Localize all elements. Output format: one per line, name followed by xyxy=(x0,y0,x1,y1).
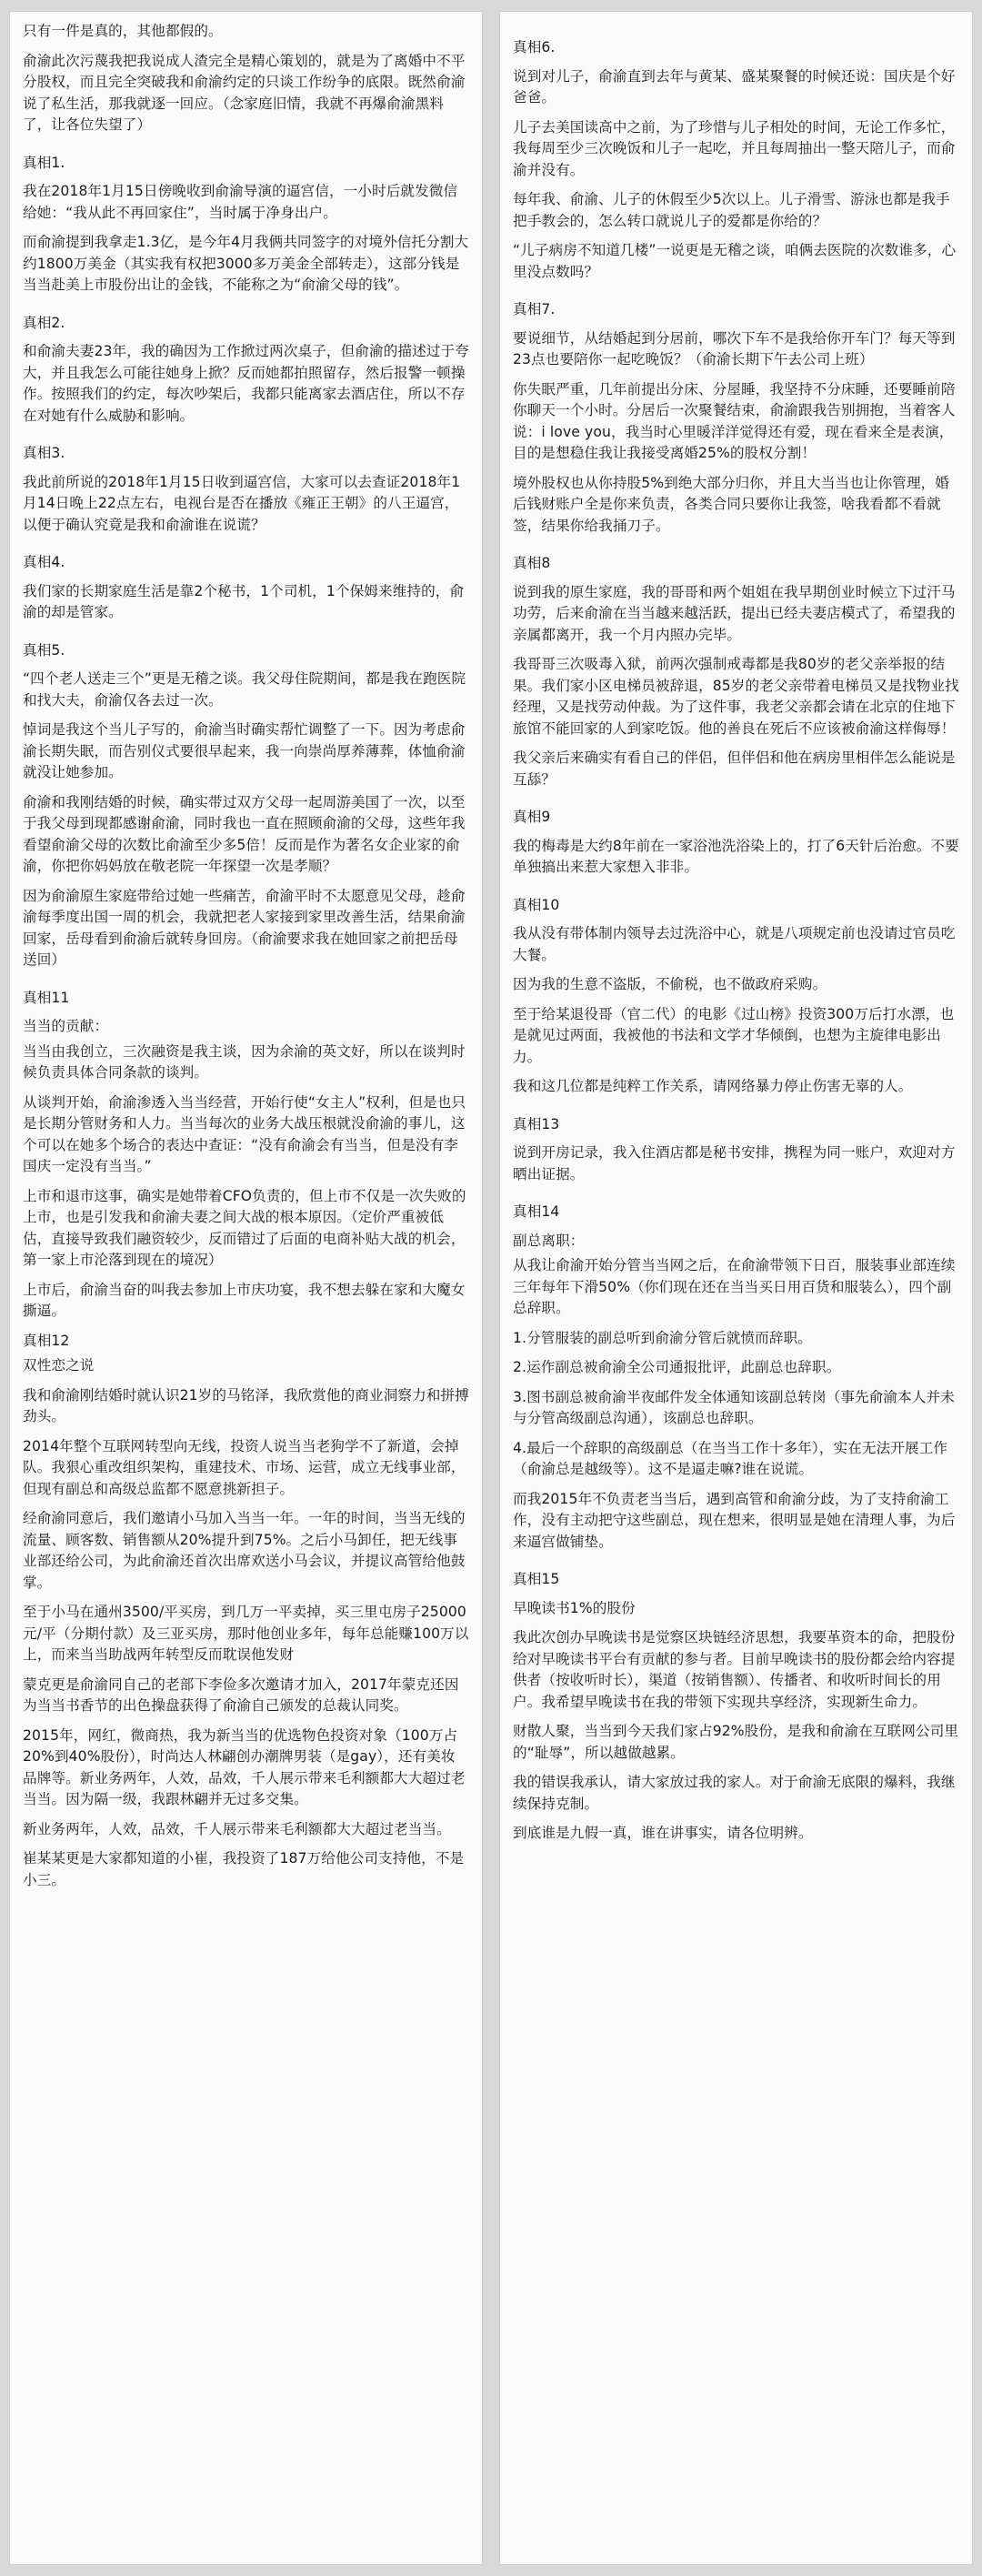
paragraph: 而俞渝提到我拿走1.3亿，是今年4月我俩共同签字的对境外信托分割大约1800万美金（其实我有权把3000多万美金全部转走），这部分钱是当当赴美上市股份出让的金钱，不能称之为“俞渝父母的钱”。 xyxy=(23,234,469,293)
section-heading: 真相7. xyxy=(513,301,556,317)
paragraph: 我父亲后来确实有看自己的伴侣，但伴侣和他在病房里相伴怎么能说是互舔？ xyxy=(513,750,956,788)
paragraph: 和俞渝夫妻23年，我的确因为工作掀过两次桌子，但俞渝的描述过于夸大，并且我怎么可能往她身上掀？反而她都拍照留存，然后报警一顿操作。按照我们的约定，每次吵架后，我都只能离家去酒店住，所以不存在对她有什么威胁和影响。 xyxy=(23,343,469,424)
right-column xyxy=(499,11,973,2565)
paragraph: 4.最后一个辞职的高级副总（在当当工作十多年），实在无法开展工作（俞渝总是越级等）。这不是逼走嘛?谁在说谎。 xyxy=(513,1439,948,1477)
section-heading: 真相15 xyxy=(513,1571,560,1587)
paragraph: 我此次创办早晚读书是觉察区块链经济思想，我要革资本的命，把股份给对早晚读书平台有贡献的参与者。目前早晚读书的股份都会给内容提供者（按收听时长），渠道（按销售额）、传播者、和收听时间长的用户。我希望早晚读书在我的带领下实现共享经济，实现新生命力。 xyxy=(513,1629,956,1710)
section-heading: 真相11 xyxy=(23,989,70,1006)
section-heading: 真相5. xyxy=(23,641,65,659)
paragraph: 我在2018年1月15日傍晚收到俞渝导演的逼宫信，一小时后就发微信给她：“我从此不再回家住”，当时属于净身出户。 xyxy=(23,183,458,221)
paragraph: 悼词是我这个当儿子写的，俞渝当时确实帮忙调整了一下。因为考虑俞渝长期失眠，而告别仪式要很早起来，我一向崇尚厚养薄葬，体恤俞渝就没让她参加。 xyxy=(23,721,466,780)
paragraph: 双性恋之说 xyxy=(23,1357,95,1374)
paragraph: 我哥哥三次吸毒入狱，前两次强制戒毒都是我80岁的老父亲举报的结果。我们家小区电梯员被辞退，85岁的老父亲带着电梯员又是找物业找经理，又是找劳动仲裁。为了这件事，我老父亲都会请在北京的住地下旅馆不能回家的人到家吃饭。他的善良在死后不应该被俞渝这样侮辱！ xyxy=(513,656,959,737)
section-heading: 真相14 xyxy=(513,1203,560,1220)
paragraph: 当当由我创立，三次融资是我主谈，因为余渝的英文好，所以在谈判时候负责具体合同条款的谈判。 xyxy=(23,1042,466,1081)
paragraph: 境外股权也从你持股5%到绝大部分归你，并且大当当也让你管理，婚后钱财账户全是你来负责，各类合同只要你让我签，啥我看都不看就签，结果你给我捅刀子。 xyxy=(513,474,950,534)
paragraph: 1.分管服装的副总听到俞渝分管后就愤而辞职。 xyxy=(513,1329,812,1346)
left-column xyxy=(9,11,483,2565)
paragraph: 经俞渝同意后，我们邀请小马加入当当一年。一年的时间，当当无线的流量、顾客数、销售额从20%提升到75%。之后小马卸任，把无线事业部还给公司，为此俞渝还首次出席欢送小马会议，并提议高管给他鼓掌。 xyxy=(23,1510,466,1591)
paragraph: 从谈判开始，俞渝渗透入当当经营，开始行使“女主人”权利，但是也只是长期分管财务和人力。当当每次的业务大战压根就没俞渝的事儿，这个可以在她多个场合的表达中查证：“没有俞渝会有当当，但是没有李国庆一定没有当当。” xyxy=(23,1093,466,1174)
paragraph: 我此前所说的2018年1月15日收到逼宫信，大家可以去查证2018年1月14日晚上22点左右，电视台是否在播放《雍正王朝》的八王逼宫，以便于确认究竟是我和俞渝谁在说谎？ xyxy=(23,473,461,533)
paragraph: 从我让俞渝开始分管当当网之后，在俞渝带领下日百，服装事业部连续三年每年下滑50%（你们现在还在当当买日用百货和服装么），四个副总辞职。 xyxy=(513,1257,956,1316)
paragraph: 崔某某更是大家都知道的小崔，我投资了187万给他公司支持他，不是小三。 xyxy=(23,1850,465,1888)
paragraph: 到底谁是九假一真，谁在讲事实，请各位明辨。 xyxy=(513,1825,813,1841)
paragraph: 2014年整个互联网转型向无线，投资人说当当老狗学不了新道，会掉队。我狠心重改组织架构，重建技术、市场、运营，成立无线事业部，但现有副总和高级总监都不愿意挑新担子。 xyxy=(23,1437,466,1497)
section-heading: 真相3. xyxy=(23,445,65,461)
paragraph: 2.运作副总被俞渝全公司通报批评，此副总也辞职。 xyxy=(513,1359,841,1375)
paragraph: 每年我、俞渝、儿子的休假至少5次以上。儿子滑雪、游泳也都是我手把手教会的，怎么转口就说儿子的爱都是你给的？ xyxy=(513,191,950,229)
paragraph: 财散人聚，当当到今天我们家占92%股份，是我和俞渝在互联网公司里的“耻辱”，所以越做越累。 xyxy=(513,1723,959,1761)
paragraph: 我的梅毒是大约8年前在一家浴池洗浴染上的，打了6天针后治愈。不要单独搞出来惹大家想入非非。 xyxy=(513,837,959,875)
section-heading: 真相9 xyxy=(513,809,551,825)
section-heading: 真相13 xyxy=(513,1115,560,1132)
paragraph: 我从没有带体制内领导去过洗浴中心，就是八项规定前也没请过官员吃大餐。 xyxy=(513,925,956,963)
paragraph: 副总离职： xyxy=(513,1232,585,1249)
paragraph: 说到开房记录，我入住酒店都是秘书安排，携程为同一账户，欢迎对方晒出证据。 xyxy=(513,1144,956,1182)
paragraph: 当当的贡献： xyxy=(23,1018,109,1034)
paragraph: 只有一件是真的，其他都假的。 xyxy=(23,23,223,39)
paragraph: 要说细节，从结婚起到分居前，哪次下车不是我给你开车门？每天等到23点也要陪你一起吃晚饭？（俞渝长期下午去公司上班） xyxy=(513,329,956,367)
paragraph: 我和俞渝刚结婚时就认识21岁的马铭泽，我欣赏他的商业洞察力和拼搏劲头。 xyxy=(23,1386,469,1424)
paragraph: 上市和退市这事，确实是她带着CFO负责的，但上市不仅是一次失败的上市，也是引发我和俞渝夫妻之间大战的根本原因。（定价严重被低估，直接导致我们融资较少，反而错过了后面的电商补贴大战的机会，第一家上市沦落到现在的境况） xyxy=(23,1187,466,1268)
paragraph: 你失眠严重，几年前提出分床、分屋睡，我坚持不分床睡，还要睡前陪你聊天一个小时。分居后一次聚餐结束，俞渝跟我告别拥抱，当着客人说：i love you，我当时心里暖洋洋觉得还有爱，现在看来全是表演，目的是想稳住我让我接受离婚25%的股权分割！ xyxy=(513,380,956,461)
section-heading: 真相1. xyxy=(23,154,65,171)
paragraph: 至于小马在通州3500/平买房，到几万一平卖掉，买三里屯房子25000元/平（分期付款）及三亚买房，那时他创业多年，每年总能赚100万以上，而来当当助战两年转型反而耽误他发财 xyxy=(23,1604,469,1663)
paragraph: 我的错误我承认，请大家放过我的家人。对于俞渝无底限的爆料，我继续保持克制。 xyxy=(513,1774,956,1812)
paragraph: 因为俞渝原生家庭带给过她一些痛苦，俞渝平时不太愿意见父母，趁俞渝每季度出国一周的机会，我就把老人家接到家里改善生活，结果俞渝回家，岳母看到俞渝后就转身回房。（俞渝要求我在她回家之前把岳母送回） xyxy=(23,887,466,968)
paragraph: 3.图书副总被俞渝半夜邮件发全体通知该副总转岗（事先俞渝本人并未与分管高级副总沟通），该副总也辞职。 xyxy=(513,1388,955,1426)
paragraph: “儿子病房不知道几楼”一说更是无稽之谈，咱俩去医院的次数谁多，心里没点数吗？ xyxy=(513,242,957,280)
paragraph: 我们家的长期家庭生活是靠2个秘书，1个司机，1个保姆来维持的，俞渝的却是管家。 xyxy=(23,582,465,620)
section-heading: 真相8 xyxy=(513,555,551,571)
paragraph: 新业务两年，人效，品效，千人展示带来毛利额都大大超过老当当。 xyxy=(23,1820,451,1837)
paragraph: 儿子去美国读高中之前，为了珍惜与儿子相处的时间，无论工作多忙，我每周至少三次晚饭和儿子一起吃，并且每周抽出一整天陪儿子，而俞渝并没有。 xyxy=(513,118,956,178)
paragraph: 因为我的生意不盗版，不偷税，也不做政府采购。 xyxy=(513,976,827,992)
section-heading: 真相6. xyxy=(513,39,556,55)
paragraph: 说到我的原生家庭，我的哥哥和两个姐姐在我早期创业时候立下过汗马功劳，后来俞渝在当当越来越活跃，提出已经夫妻店模式了，希望我的亲属都离开，我一个月内照办完毕。 xyxy=(513,583,956,643)
paragraph: 俞渝和我刚结婚的时候，确实带过双方父母一起周游美国了一次，以至于我父母到现都感谢俞渝，同时我也一直在照顾俞渝的父母，这些年我看望俞渝父母的次数比俞渝至少多5倍！反而是作为著名女企业家的俞渝，你把你妈妈放在敬老院一年探望一次是孝顺？ xyxy=(23,793,466,874)
paragraph: 说到对儿子，俞渝直到去年与黄某、盛某聚餐的时候还说：国庆是个好爸爸。 xyxy=(513,67,956,106)
section-heading: 真相4. xyxy=(23,554,65,570)
paragraph: 早晚读书1%的股份 xyxy=(513,1599,636,1616)
section-heading: 真相2. xyxy=(23,314,65,331)
paragraph: 蒙克更是俞渝同自己的老部下李俭多次邀请才加入，2017年蒙克还因为当当书香节的出色操盘获得了俞渝自己颁发的总裁认同奖。 xyxy=(23,1675,459,1714)
paragraph: “四个老人送走三个”更是无稽之谈。我父母住院期间，都是我在跑医院和找大夫，俞渝仅各去过一次。 xyxy=(23,670,466,709)
paragraph: 我和这几位都是纯粹工作关系，请网络暴力停止伤害无辜的人。 xyxy=(513,1078,913,1094)
section-heading: 真相10 xyxy=(513,896,560,913)
paragraph: 2015年，网红，微商热，我为新当当的优选物色投资对象（100万占20%到40%股份），时尚达人林翩创办潮牌男装（是gay），还有美妆品牌等。新业务两年，人效，品效，千人展示带来毛利额都大大超过老当当。因为隔一级，我跟林翩并无过多交集。 xyxy=(23,1726,466,1807)
paragraph: 真相12 xyxy=(23,1332,70,1349)
paragraph: 至于给某退役哥（官二代）的电影《过山榜》投资300万后打水漂，也是就见过两面，我被他的书法和文学才华倾倒，也想为主旋律电影出力。 xyxy=(513,1005,955,1065)
paragraph: 而我2015年不负责老当当后，遇到高管和俞渝分歧，为了支持俞渝工作，没有主动把守这些副总，现在想来，很明显是她在清理人事，为后来逼宫做铺垫。 xyxy=(513,1490,956,1550)
paragraph: 俞渝此次污蔑我把我说成人渣完全是精心策划的，就是为了离婚中不平分股权，而且完全突破我和俞渝约定的只谈工作纷争的底限。既然俞渝说了私生活，那我就逐一回应。（念家庭旧情，我就不再爆俞渝黑料了，让各位失望了） xyxy=(23,52,466,133)
paragraph: 上市后，俞渝当奋的叫我去参加上市庆功宴，我不想去躲在家和大魔女撕逼。 xyxy=(23,1281,466,1319)
